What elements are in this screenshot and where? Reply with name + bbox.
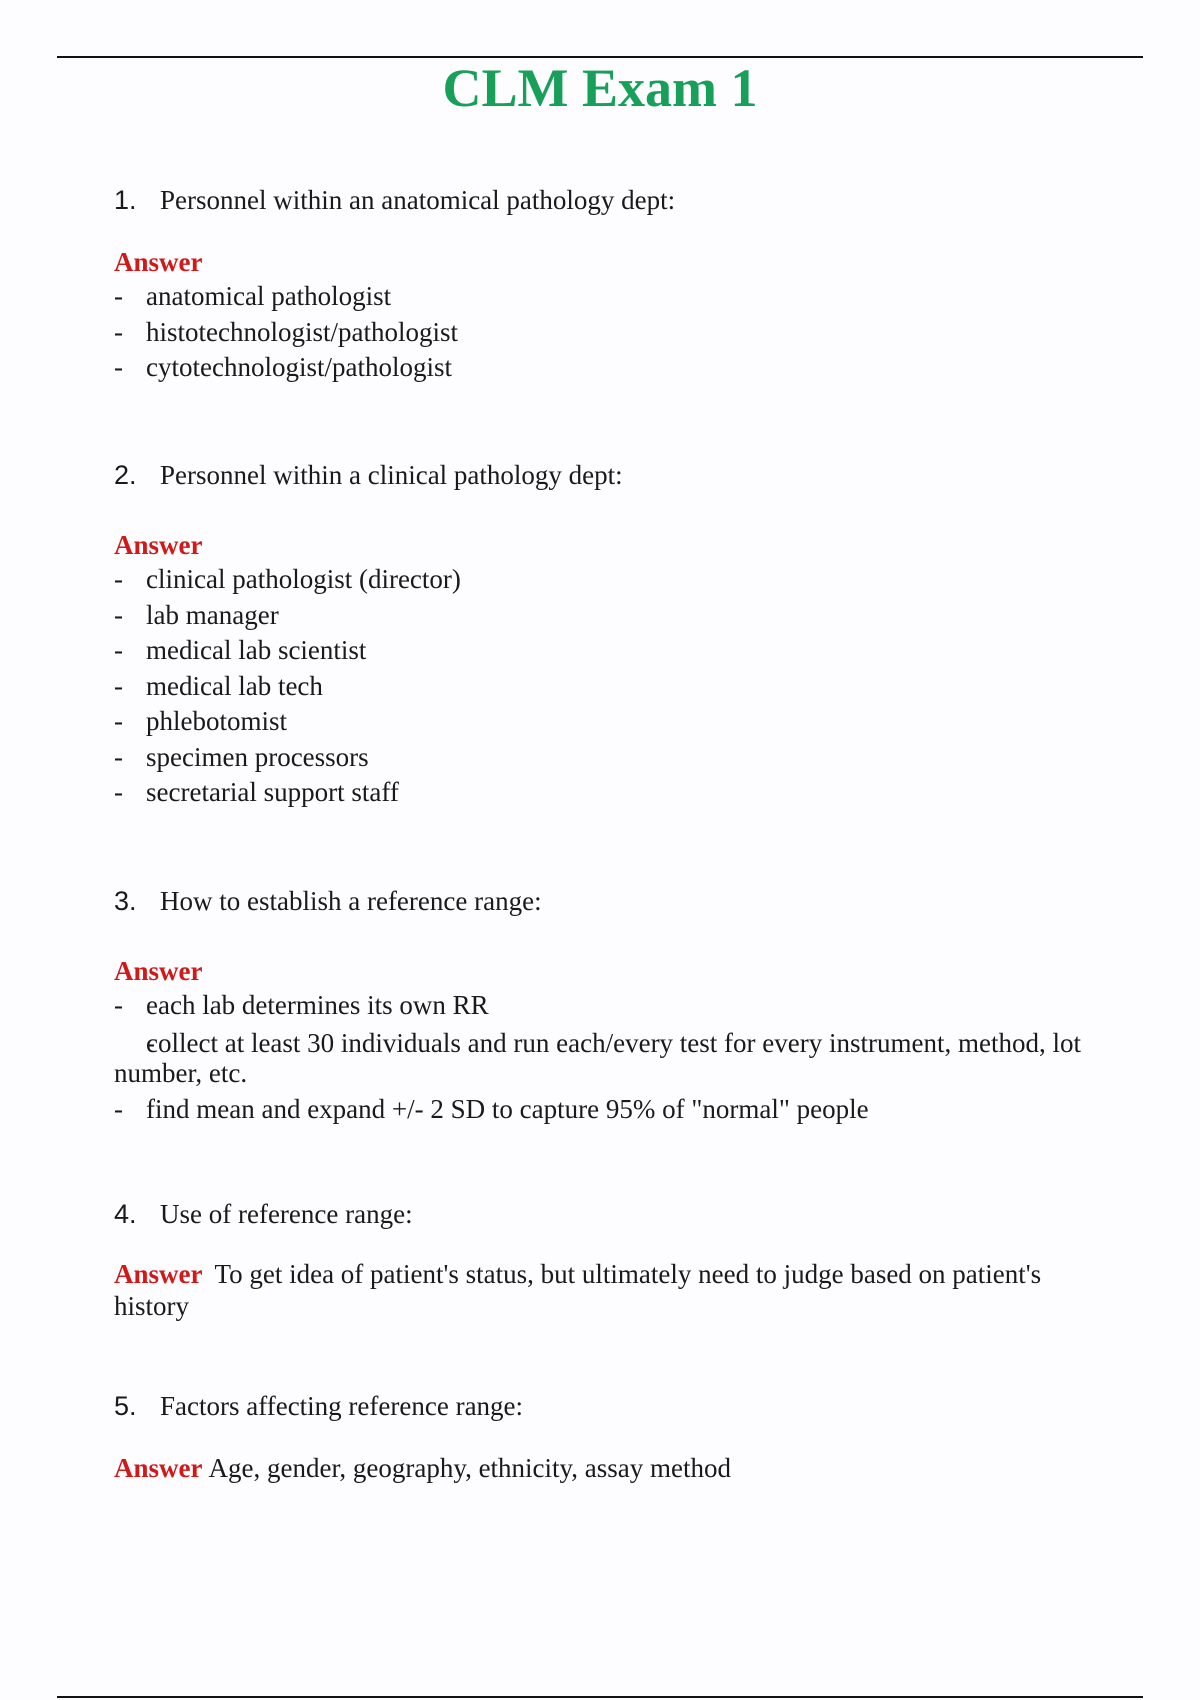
question-2 <box>114 458 1114 811</box>
list-item: - find mean and expand +/- 2 SD to capture 95% of "normal" people <box>114 1092 1114 1128</box>
answer-block <box>114 954 1114 1127</box>
question-1 <box>114 183 1114 386</box>
question-text: Personnel within a clinical pathology dept: <box>160 460 623 490</box>
question-number: 2. <box>114 460 137 490</box>
question-prompt <box>114 1197 1114 1231</box>
question-number: 1. <box>114 185 137 215</box>
question-4 <box>114 1197 1114 1322</box>
answer-list <box>114 988 1114 1127</box>
question-number: 4. <box>114 1199 137 1229</box>
list-item: - collect at least 30 individuals and run each/every test for every instrument, method, lot number, etc. <box>114 1028 1114 1088</box>
question-3 <box>114 884 1114 1127</box>
bottom-rule <box>57 1696 1143 1698</box>
list-item: - histotechnologist/pathologist <box>114 315 1114 351</box>
list-item: - lab manager <box>114 598 1114 634</box>
question-text: Personnel within an anatomical pathology dept: <box>160 185 676 215</box>
answer-block <box>114 1257 1114 1322</box>
list-item: - secretarial support staff <box>114 775 1114 811</box>
list-item: - anatomical pathologist <box>114 279 1114 315</box>
list-item: - cytotechnologist/pathologist <box>114 350 1114 386</box>
list-item: - each lab determines its own RR <box>114 988 1114 1024</box>
answer-label: Answer <box>114 956 203 986</box>
list-item: - medical lab scientist <box>114 633 1114 669</box>
question-prompt <box>114 884 1114 918</box>
answer-block <box>114 245 1114 386</box>
question-number: 3. <box>114 886 137 916</box>
answer-label: Answer <box>114 247 203 277</box>
list-item: - specimen processors <box>114 740 1114 776</box>
answer-label: Answer <box>114 1453 203 1483</box>
question-text: Factors affecting reference range: <box>160 1391 524 1421</box>
question-text: Use of reference range: <box>160 1199 413 1229</box>
answer-text: Age, gender, geography, ethnicity, assay method <box>208 1453 732 1483</box>
page-title: CLM Exam 1 <box>442 58 758 118</box>
list-item: - clinical pathologist (director) <box>114 562 1114 598</box>
answer-list <box>114 279 1114 386</box>
answer-text: To get idea of patient's status, but ultimately need to judge based on patient's history <box>114 1259 1042 1321</box>
question-text: How to establish a reference range: <box>160 886 542 916</box>
question-5 <box>114 1389 1114 1485</box>
answer-list <box>114 562 1114 811</box>
list-item: - medical lab tech <box>114 669 1114 705</box>
answer-block <box>114 1451 1114 1485</box>
question-prompt <box>114 458 1114 492</box>
list-item: - phlebotomist <box>114 704 1114 740</box>
answer-label: Answer <box>114 530 203 560</box>
question-prompt <box>114 183 1114 217</box>
answer-label: Answer <box>114 1259 203 1289</box>
question-prompt <box>114 1389 1114 1423</box>
answer-block <box>114 528 1114 811</box>
question-number: 5. <box>114 1391 137 1421</box>
